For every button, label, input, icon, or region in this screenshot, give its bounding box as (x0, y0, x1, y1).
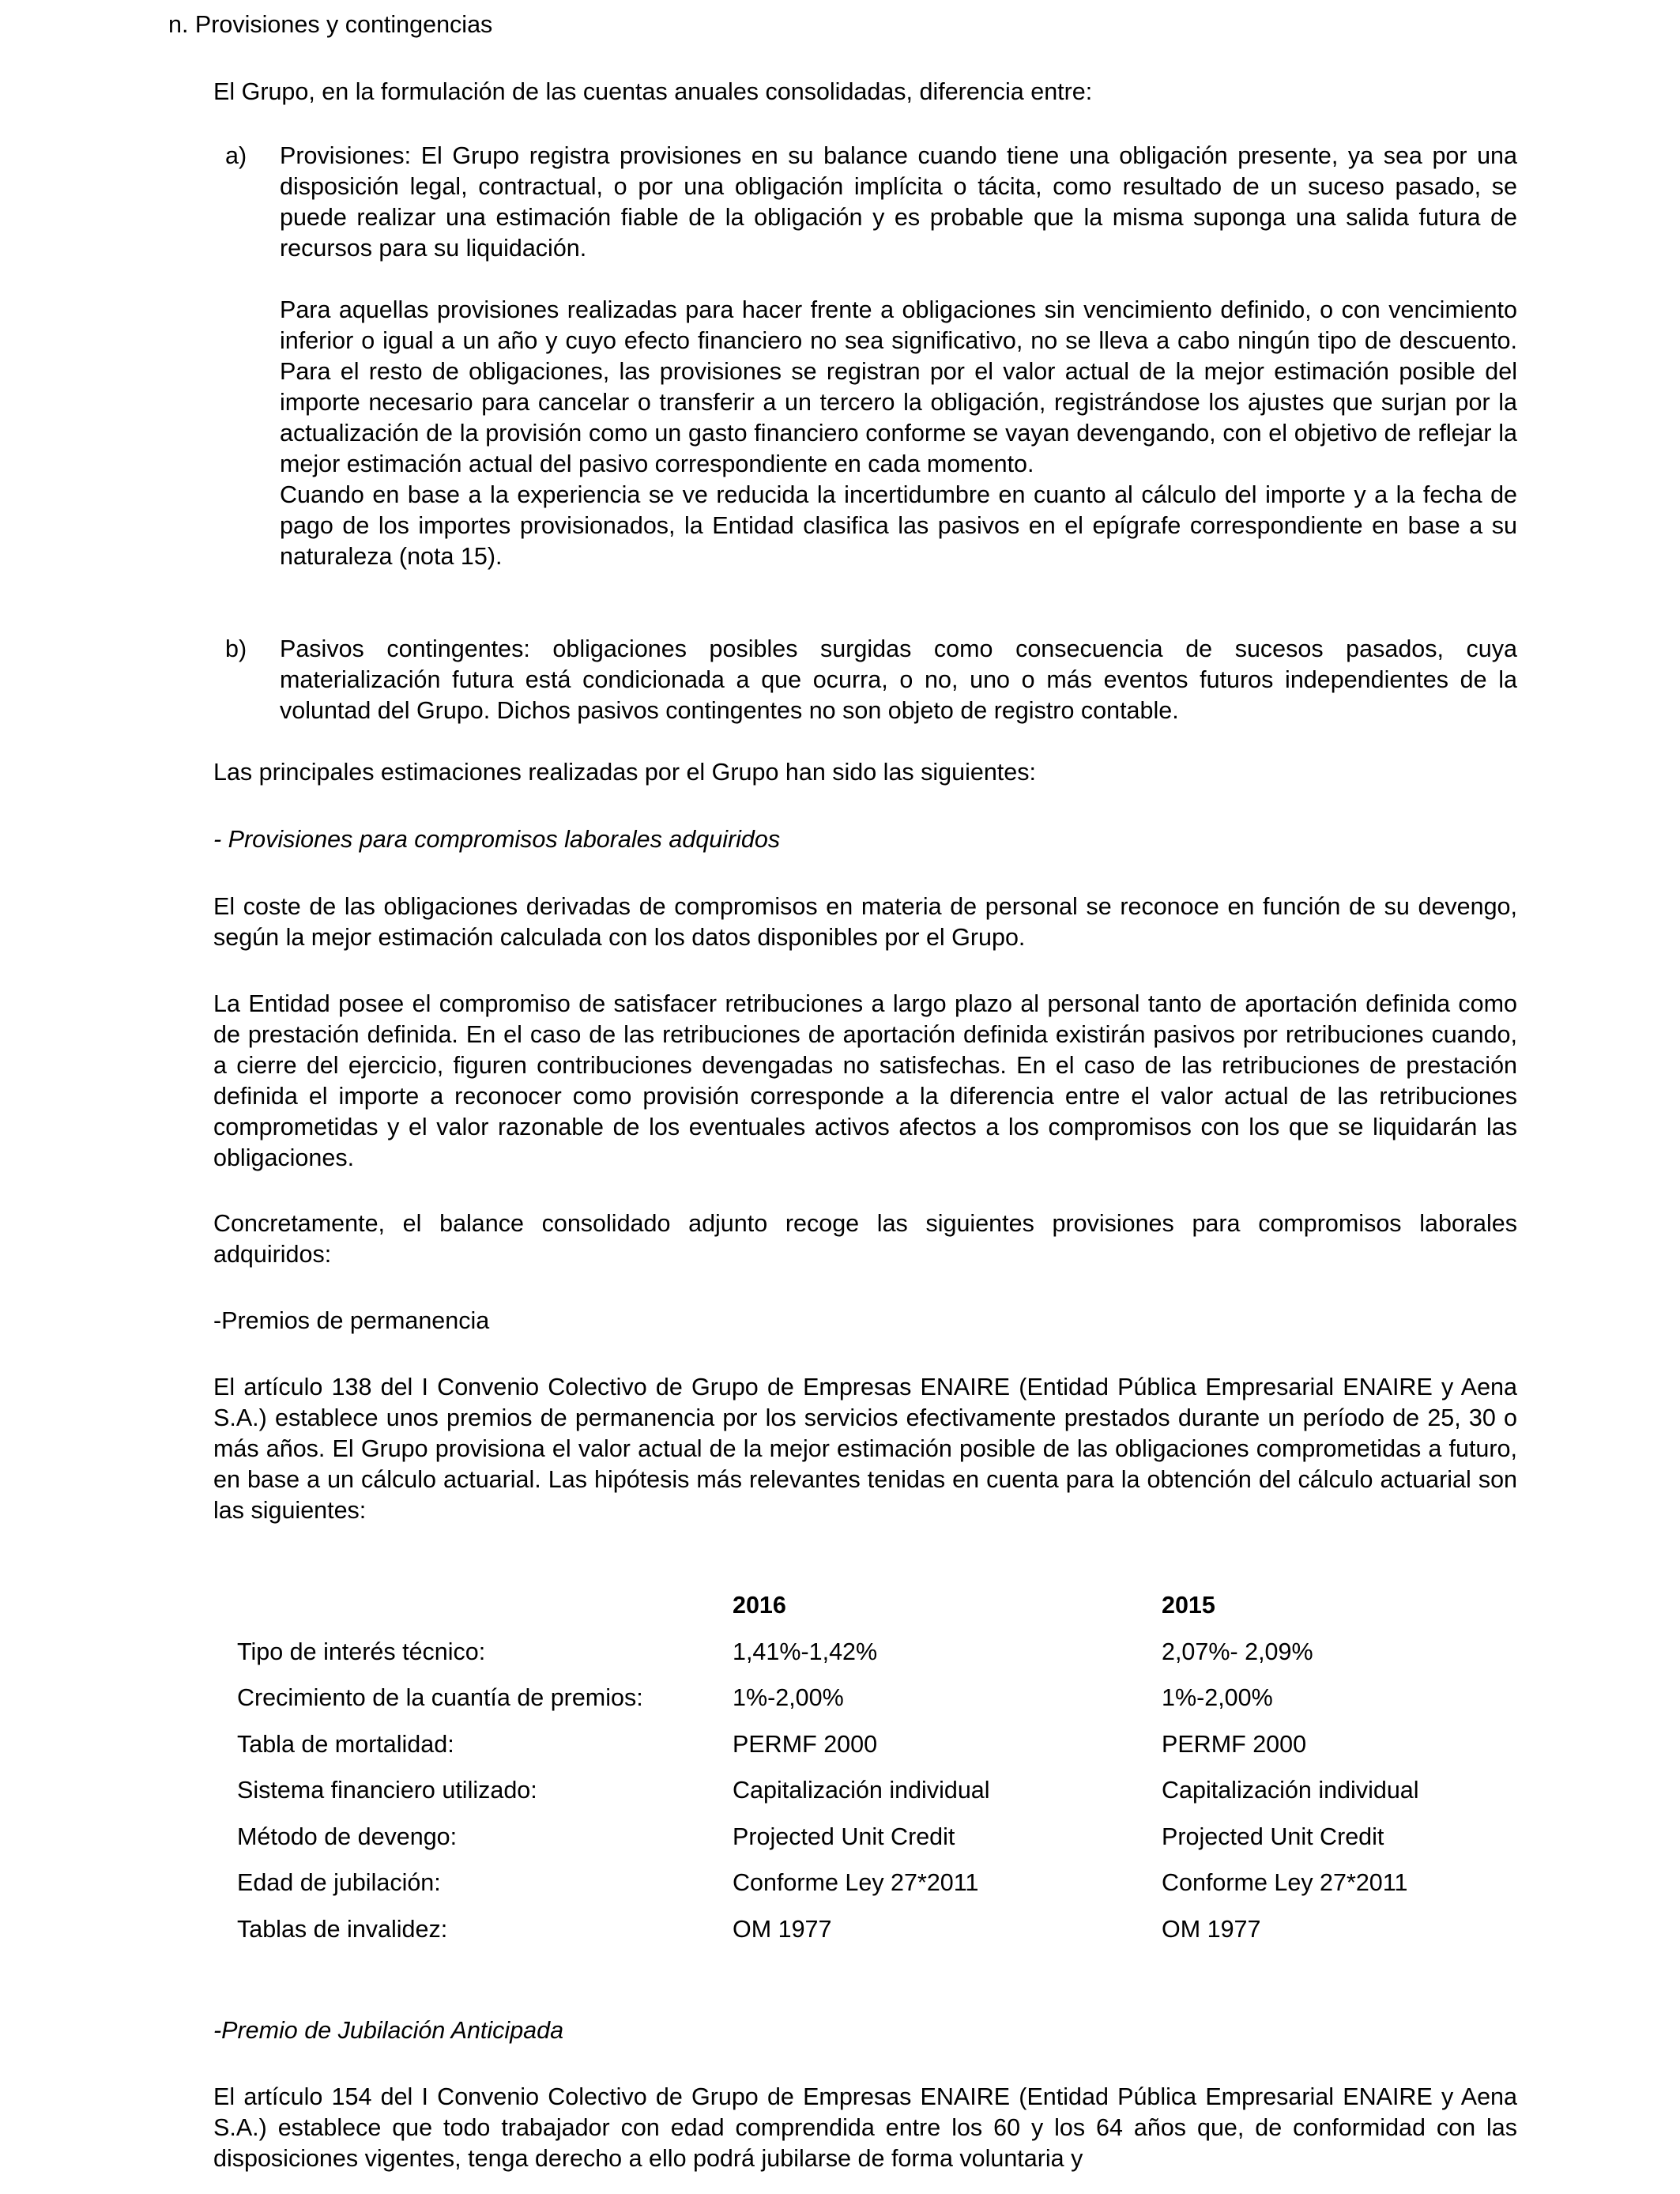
table-cell: Projected Unit Credit (733, 1823, 955, 1850)
subheading-jubilacion-anticipada: -Premio de Jubilación Anticipada (213, 2017, 564, 2044)
articulo-138-paragraph: El artículo 138 del I Convenio Colectivo de Grupo de Empresas ENAIRE (Entidad Pública Empresarial ENAIRE y Aena S.A.) establece unos premios de permanencia por los servicios efectivamente prestados durante un período de 25, 30 o más años. El Grupo provisiona el valor actual de la mejor estimación posible de las obligaciones comprometidas a futuro, en base a un cálculo actuarial. Las hipótesis más relevantes tenidas en cuenta para la obtención del cálculo actuarial son las siguientes: (213, 1374, 1517, 1524)
table-cell: Tablas de invalidez: (237, 1915, 448, 1943)
table-cell: OM 1977 (1162, 1915, 1261, 1943)
subheading-compromisos-laborales: - Provisiones para compromisos laborales adquiridos (213, 826, 781, 853)
intro-paragraph: El Grupo, en la formulación de las cuentas anuales consolidadas, diferencia entre: (213, 78, 1093, 105)
table-row (237, 1914, 1517, 1961)
table-row (237, 1729, 1517, 1776)
table-cell: Crecimiento de la cuantía de premios: (237, 1684, 643, 1711)
table-cell: Capitalización individual (733, 1777, 990, 1804)
entidad-paragraph: La Entidad posee el compromiso de satisfacer retribuciones a largo plazo al personal tanto de aportación definida como de prestación definida. En el caso de las retribuciones de aportación definida existirán pasivos por retribuciones cuando, a cierre del ejercicio, figuren contribuciones devengadas no satisfechas. En el caso de las retribuciones de prestación definida el importe a reconocer como provisión corresponde a la diferencia entre el valor actual de las retribuciones comprometidas y el valor razonable de los eventuales activos afectos a los compromisos con los que se liquidarán las obligaciones. (213, 990, 1517, 1171)
table-cell: Tipo de interés técnico: (237, 1638, 486, 1665)
estimaciones-paragraph: Las principales estimaciones realizadas por el Grupo han sido las siguientes: (213, 759, 1036, 786)
incertidumbre-paragraph: Cuando en base a la experiencia se ve reducida la incertidumbre en cuanto al cálculo del importe y a la fecha de pago de los importes provisionados, la Entidad clasifica las pasivos en el epígrafe correspondiente en base a su naturaleza (nota 15). (280, 481, 1517, 570)
table-cell: OM 1977 (733, 1915, 832, 1943)
table-row (237, 1775, 1517, 1822)
table-row (237, 1637, 1517, 1683)
table-cell: PERMF 2000 (733, 1730, 878, 1758)
list-marker: b) (225, 635, 247, 662)
hipotesis-table (237, 1590, 1517, 1960)
pasivos-paragraph: Pasivos contingentes: obligaciones posibles surgidas como consecuencia de sucesos pasados, cuya materialización futura está condicionada a que ocurra, o no, uno o más eventos futuros independientes de la voluntad del Grupo. Dichos pasivos contingentes no son objeto de registro contable. (280, 635, 1517, 724)
subheading-premios-permanencia: -Premios de permanencia (213, 1307, 490, 1334)
table-cell: PERMF 2000 (1162, 1730, 1307, 1758)
list-item-body (280, 634, 1517, 726)
table-row (237, 1683, 1517, 1729)
table-cell: 1%-2,00% (733, 1684, 844, 1711)
table-cell: 1,41%-1,42% (733, 1638, 878, 1665)
list-item-body (280, 141, 1517, 572)
table-cell: 1%-2,00% (1162, 1684, 1273, 1711)
coste-paragraph: El coste de las obligaciones derivadas de compromisos en materia de personal se reconoce en función de su devengo, según la mejor estimación calculada con los datos disponibles por el Grupo. (213, 893, 1517, 951)
table-cell: Conforme Ley 27*2011 (1162, 1869, 1408, 1896)
table-header-row (237, 1590, 1517, 1637)
table-cell: Capitalización individual (1162, 1777, 1419, 1804)
table-row (237, 1822, 1517, 1868)
table-cell: Projected Unit Credit (1162, 1823, 1384, 1850)
descuento-paragraph: Para aquellas provisiones realizadas para hacer frente a obligaciones sin vencimiento definido, o con vencimiento inferior o igual a un año y cuyo efecto financiero no sea significativo, no se lleva a cabo ningún tipo de descuento. Para el resto de obligaciones, las provisiones se registran por el valor actual de la mejor estimación posible del importe necesario para cancelar o transferir a un tercero la obligación, registrándose los ajustes que surjan por la actualización de la provisión como un gasto financiero conforme se vayan devengando, con el objetivo de reflejar la mejor estimación actual del pasivo correspondiente en cada momento. (280, 296, 1517, 477)
table-cell: Edad de jubilación: (237, 1869, 441, 1896)
articulo-154-paragraph: El artículo 154 del I Convenio Colectivo de Grupo de Empresas ENAIRE (Entidad Pública Empresarial ENAIRE y Aena S.A.) establece que todo trabajador con edad comprendida entre los 60 y los 64 años que, de conformidad con las disposiciones vigentes, tenga derecho a ello podrá jubilarse de forma voluntaria y (213, 2083, 1517, 2172)
table-row (237, 1868, 1517, 1914)
list-marker: a) (225, 142, 247, 169)
table-cell: Método de devengo: (237, 1823, 458, 1850)
table-cell: Conforme Ley 27*2011 (733, 1869, 979, 1896)
table-header-cell: 2016 (733, 1592, 786, 1619)
provisiones-paragraph: Provisiones: El Grupo registra provisiones en su balance cuando tiene una obligación presente, ya sea por una disposición legal, contractual, o por una obligación implícita o tácita, como resultado de un suceso pasado, se puede realizar una estimación fiable de la obligación y es probable que la misma suponga una salida futura de recursos para su liquidación. (280, 142, 1517, 262)
table-cell: Sistema financiero utilizado: (237, 1777, 537, 1804)
section-heading: n. Provisiones y contingencias (168, 11, 493, 38)
table-cell: Tabla de mortalidad: (237, 1730, 454, 1758)
concretamente-paragraph: Concretamente, el balance consolidado adjunto recoge las siguientes provisiones para compromisos laborales adquiridos: (213, 1210, 1517, 1268)
table-header-cell: 2015 (1162, 1592, 1215, 1619)
table-cell: 2,07%- 2,09% (1162, 1638, 1313, 1665)
